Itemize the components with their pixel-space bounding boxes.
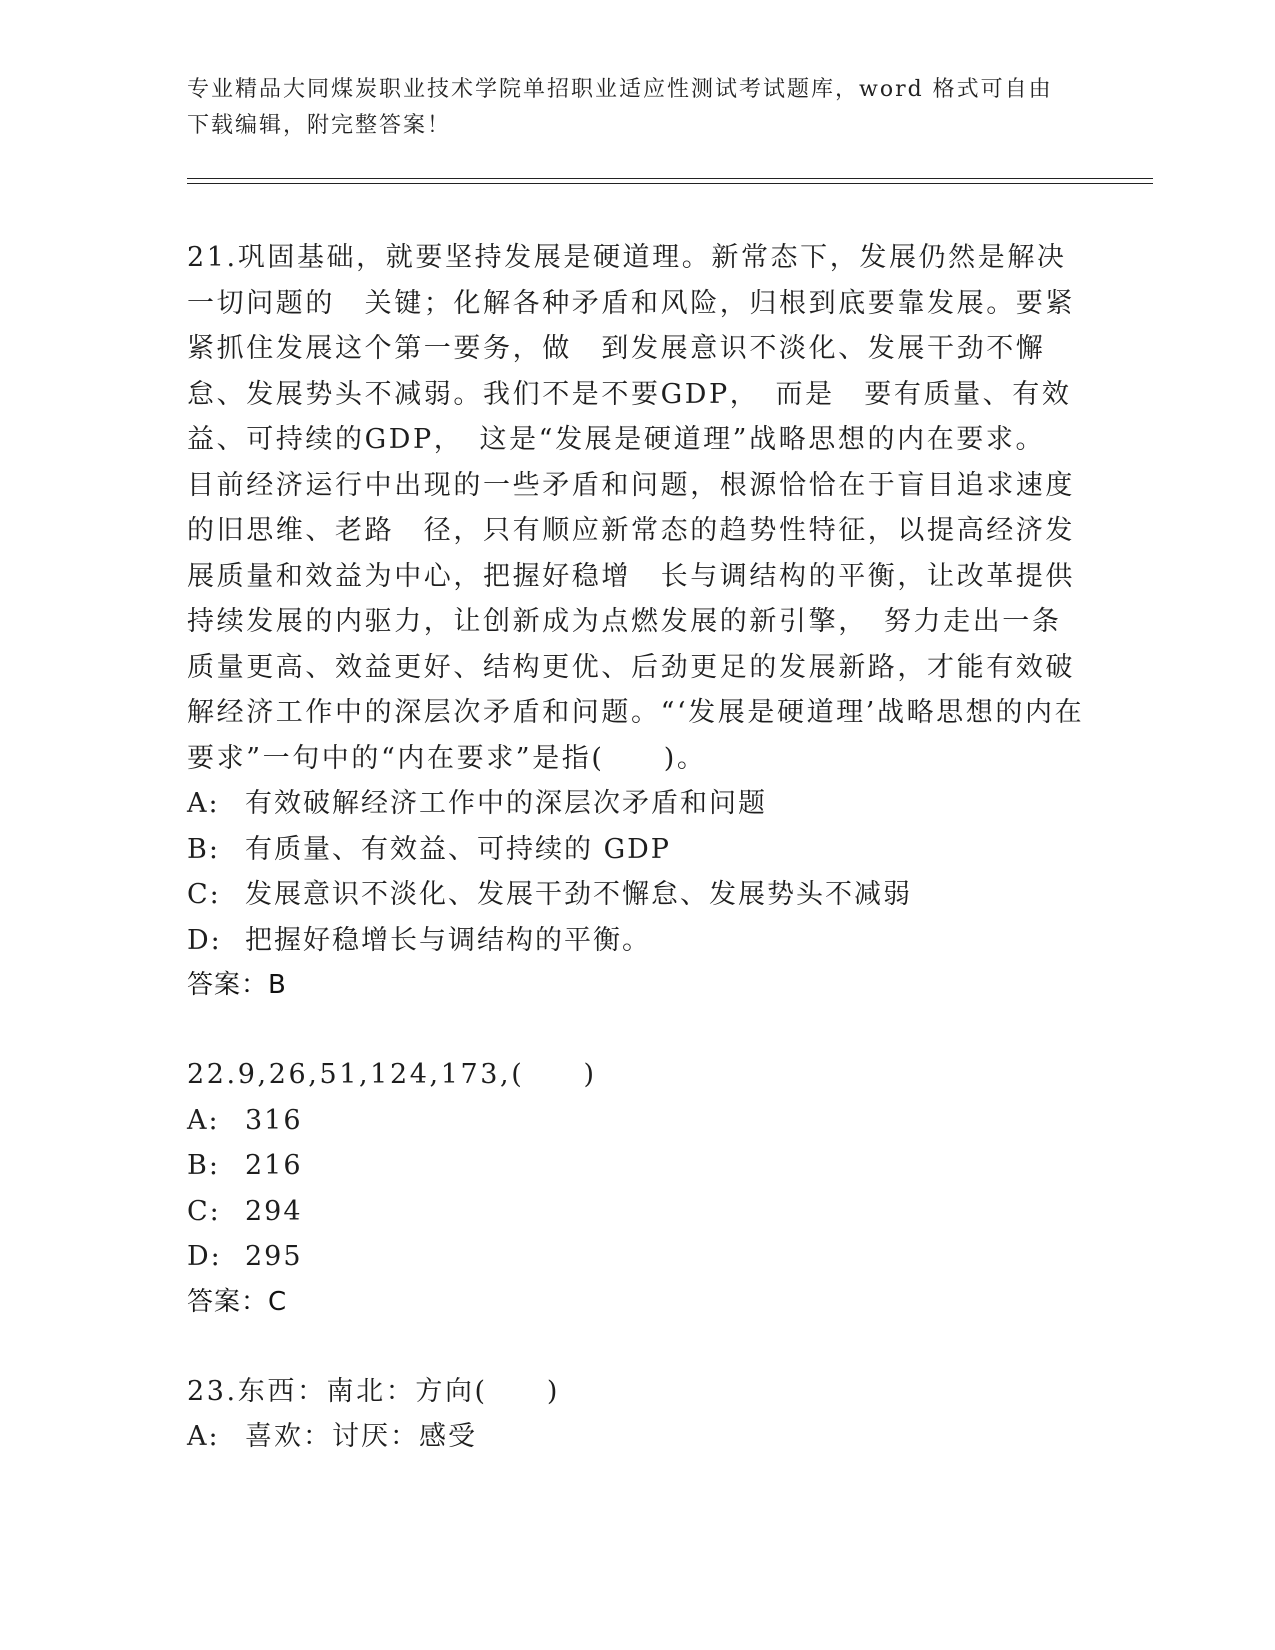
- spacer: [187, 1008, 1087, 1052]
- option-b: [187, 827, 1087, 873]
- option-key: D:: [187, 924, 222, 956]
- option-key: A:: [187, 1421, 220, 1452]
- header-rule-bottom: [187, 183, 1153, 184]
- option-text: 喜欢：讨厌：感受: [245, 1421, 477, 1452]
- question-stem: 23.东西：南北：方向( ): [187, 1375, 561, 1407]
- question-21: [187, 235, 1087, 1008]
- header-line-2: 下载编辑，附完整答案！: [187, 113, 452, 138]
- answer: 答案：C: [187, 1286, 288, 1317]
- option-key: B:: [187, 833, 220, 865]
- option-key: C:: [187, 879, 221, 910]
- option-key: A:: [187, 788, 220, 819]
- option-text: 发展意识不淡化、发展干劲不懈怠、发展势头不减弱: [245, 879, 912, 910]
- page-header: [187, 72, 1067, 144]
- header-rule-top: [187, 178, 1153, 179]
- question-list: [187, 235, 1087, 1460]
- option-b: [187, 1143, 1087, 1189]
- option-text: 294: [245, 1195, 303, 1227]
- question-22: [187, 1052, 1087, 1325]
- option-text: 有质量、有效益、可持续的 GDP: [245, 833, 671, 865]
- spacer: [187, 1325, 1087, 1369]
- answer: 答案：B: [187, 970, 287, 1000]
- option-c: [187, 1189, 1087, 1235]
- option-text: 把握好稳增长与调结构的平衡。: [245, 924, 651, 956]
- question-stem: 22.9,26,51,124,173,( ): [187, 1059, 597, 1090]
- option-d: [187, 918, 1087, 964]
- option-c: [187, 872, 1087, 918]
- option-text: 295: [245, 1241, 303, 1272]
- option-key: B:: [187, 1150, 220, 1181]
- option-key: C:: [187, 1195, 221, 1227]
- header-line-1: 专业精品大同煤炭职业技术学院单招职业适应性测试考试题库，word 格式可自由: [187, 77, 1053, 102]
- option-text: 216: [245, 1150, 303, 1181]
- question-stem: 21.巩固基础，就要坚持发展是硬道理。新常态下，发展仍然是解决一切问题的 关键；化解各种矛盾和风险，归根到底要靠发展。要紧紧抓住发展这个第一要务，做 到发展意识不淡化、发展干劲不懈怠、发展势头不减弱。我们不是不要GDP， 而是 要有质量、有效益、可持续的GDP， 这是“发展是硬道理”战略思想的内在要求。 目前经济运行中出现的一些矛盾和问题，根源恰恰在于盲目追求速度的旧思维、老路 径，只有顺应新常态的趋势性特征，以提高经济发展质量和效益为中心，把握好稳增 长与调结构的平衡，让改革提供持续发展的内驱力，让创新成为点燃发展的新引擎， 努力走出一条质量更高、效益更好、结构更优、后劲更足的发展新路，才能有效破解经济工作中的深层次矛盾和问题。“‘发展是硬道理’战略思想的内在要求”一句中的“内在要求”是指( )。: [187, 242, 1085, 774]
- option-text: 有效破解经济工作中的深层次矛盾和问题: [245, 788, 767, 819]
- option-a: [187, 1414, 1087, 1460]
- question-23: [187, 1369, 1087, 1460]
- option-d: [187, 1234, 1087, 1280]
- option-text: 316: [245, 1104, 303, 1136]
- option-a: [187, 1098, 1087, 1144]
- option-key: D:: [187, 1241, 222, 1272]
- option-key: A:: [187, 1104, 220, 1136]
- option-a: [187, 781, 1087, 827]
